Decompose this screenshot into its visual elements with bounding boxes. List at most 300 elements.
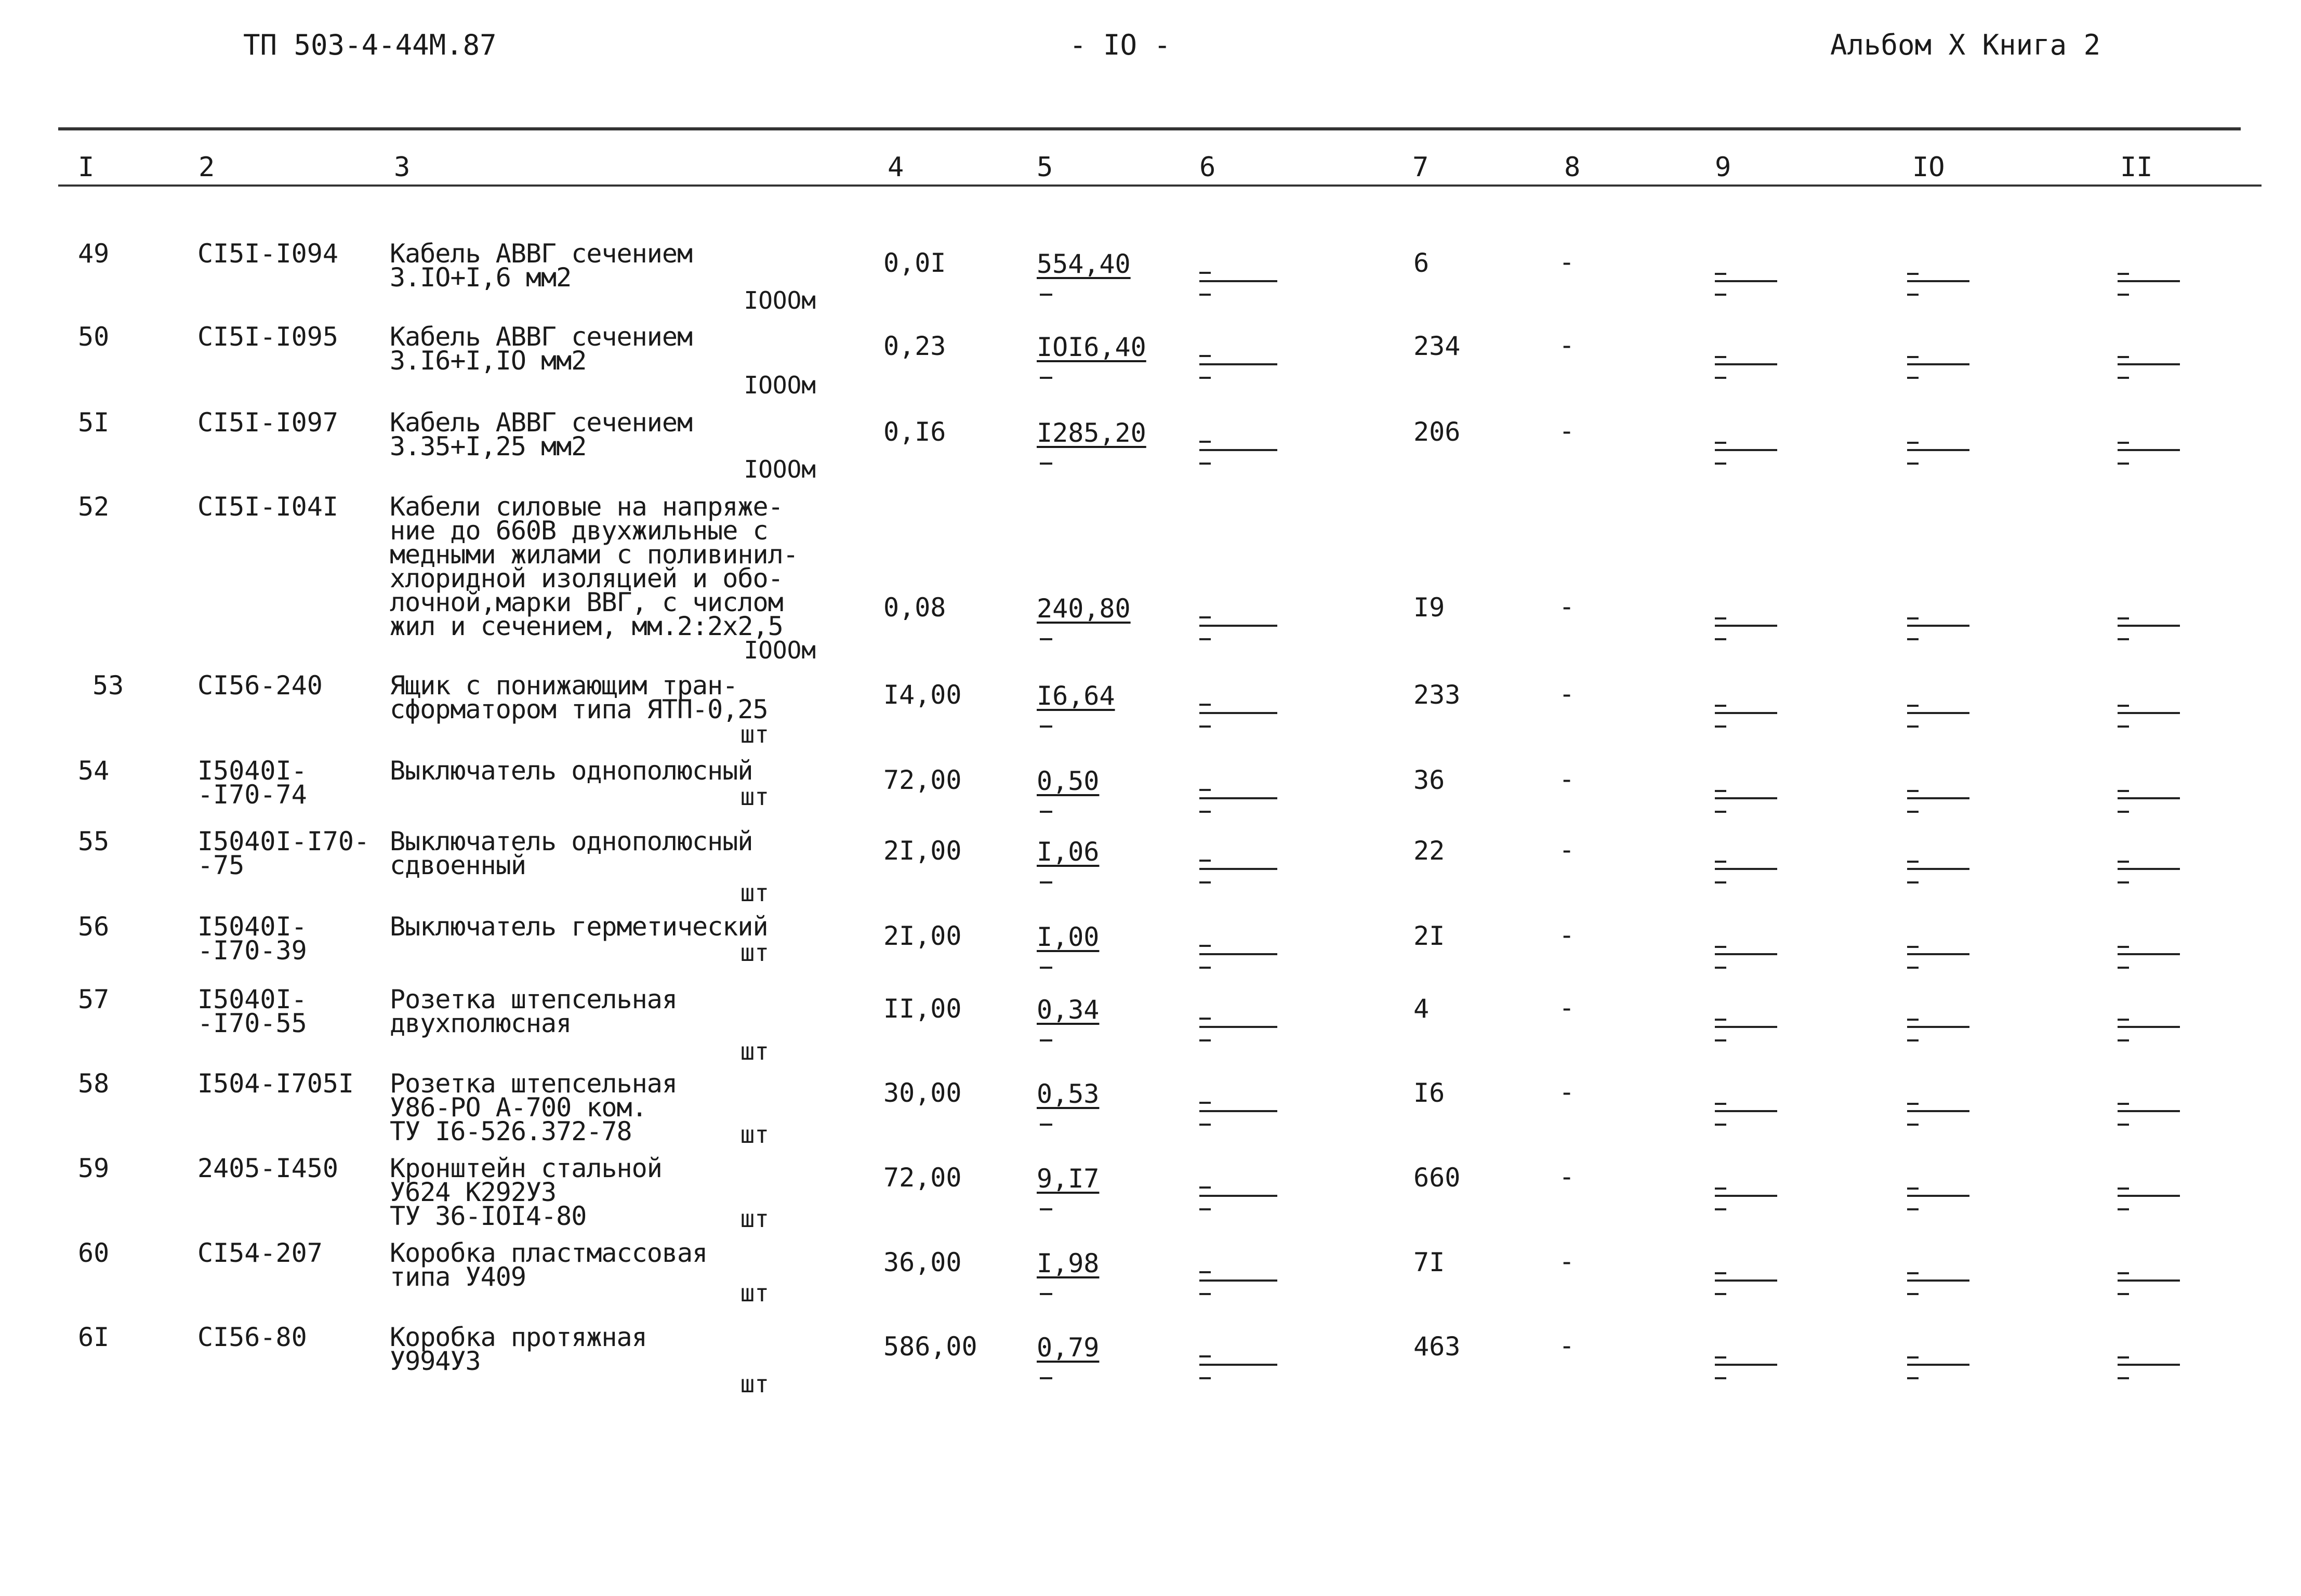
row-quantity: 2I,00 [883,836,962,866]
row-unit: шт [740,1120,769,1149]
col11-top-dash [2118,1019,2129,1021]
col9-top-dash [1715,861,1726,863]
row-description: лочной,марки ВВГ, с числом [390,587,783,617]
col9-line [1715,1195,1777,1197]
price-sub-dash [1040,1124,1052,1126]
column-number-9: 9 [1715,152,1731,183]
row-description: Выключатель однополюсный [390,756,753,786]
col10-sub-dash [1907,726,1919,728]
row-description: 3.I6+I,IO мм2 [390,346,587,376]
row-code: CI5I-I094 [197,239,338,269]
col10-top-dash [1907,1019,1919,1021]
row-total: 7I [1413,1247,1445,1277]
col11-top-dash [2118,1272,2129,1274]
col10-line [1907,1280,1969,1282]
row-code: -I70-39 [197,935,307,966]
col10-line [1907,363,1969,365]
row-number: 57 [78,984,110,1014]
col6-top-dash [1199,945,1211,947]
col9-top-dash [1715,1188,1726,1190]
col10-top-dash [1907,617,1919,619]
row-unit: шт [740,1279,769,1307]
row-code: CI5I-I097 [197,407,338,438]
col11-top-dash [2118,617,2129,619]
row-number: 49 [78,239,110,269]
col9-sub-dash [1715,967,1726,969]
col11-line [2118,1195,2180,1197]
row-code: I5040I-I70- [197,826,370,856]
col6-sub-dash [1199,377,1211,379]
page-number: - IO - [1069,29,1171,61]
row-total: 660 [1413,1163,1461,1193]
col11-line [2118,449,2180,451]
row-total: 463 [1413,1331,1461,1362]
column-number-1: I [78,152,95,183]
col11-sub-dash [2118,463,2129,465]
price-sub-dash [1040,726,1052,728]
col11-top-dash [2118,1356,2129,1358]
col10-line [1907,712,1969,714]
column-number-7: 7 [1412,152,1429,183]
row-unit-price: I,00 [1037,922,1100,952]
row-code: -75 [197,850,245,880]
col6-sub-dash [1199,1039,1211,1041]
row-description: ние до 660В двухжильные с [390,516,768,546]
row-col8: - [1559,764,1575,794]
col10-sub-dash [1907,294,1919,296]
col6-top-dash [1199,441,1211,443]
col11-line [2118,953,2180,955]
col11-line [2118,1026,2180,1028]
row-col8: - [1559,1246,1575,1276]
col10-top-dash [1907,1103,1919,1105]
col11-sub-dash [2118,1124,2129,1126]
col10-top-dash [1907,442,1919,444]
col11-sub-dash [2118,811,2129,813]
col6-sub-dash [1199,811,1211,813]
row-unit-price: I,06 [1037,837,1100,867]
col10-sub-dash [1907,881,1919,883]
col10-top-dash [1907,273,1919,275]
col9-top-dash [1715,617,1726,619]
row-code: CI56-240 [197,670,323,701]
col9-line [1715,1364,1777,1366]
col10-line [1907,1110,1969,1112]
col9-top-dash [1715,273,1726,275]
col9-line [1715,1110,1777,1112]
row-unit: шт [740,1205,769,1233]
col10-sub-dash [1907,463,1919,465]
col9-top-dash [1715,1272,1726,1274]
row-quantity: 0,08 [883,592,946,623]
row-quantity: 36,00 [883,1247,962,1277]
row-total: 234 [1413,331,1461,361]
col11-line [2118,797,2180,799]
row-description: Кабель АВВГ сечением [390,322,693,352]
row-total: 206 [1413,417,1461,447]
col9-line [1715,280,1777,282]
row-unit: шт [740,1370,769,1398]
row-description: медными жилами с поливинил- [390,539,798,570]
price-sub-dash [1040,1293,1052,1295]
price-sub-dash [1040,638,1052,640]
row-description: Коробка пластмассовая [390,1238,708,1268]
row-total: 2I [1413,921,1445,951]
col10-sub-dash [1907,967,1919,969]
row-total: 233 [1413,680,1461,710]
row-number: 52 [78,492,110,522]
column-number-11: II [2120,152,2153,183]
col11-line [2118,868,2180,870]
row-quantity: 0,0I [883,248,946,278]
row-number: 58 [78,1069,110,1099]
col9-line [1715,953,1777,955]
row-total: 4 [1413,994,1430,1024]
row-quantity: 0,I6 [883,417,946,447]
row-code: I5040I- [197,912,307,942]
col6-line [1199,280,1277,282]
row-quantity: 586,00 [883,1331,977,1362]
col10-top-dash [1907,790,1919,792]
row-col8: - [1559,679,1575,709]
row-col8: - [1559,993,1575,1023]
column-number-4: 4 [888,152,904,183]
col11-top-dash [2118,705,2129,707]
col6-line [1199,868,1277,870]
col6-sub-dash [1199,881,1211,883]
row-code: CI54-207 [197,1238,323,1268]
col11-line [2118,1110,2180,1112]
col9-sub-dash [1715,726,1726,728]
row-unit: шт [740,939,769,967]
price-sub-dash [1040,1377,1052,1379]
row-number: 55 [78,826,110,856]
row-description: жил и сечением, мм.2:2х2,5 [390,611,783,641]
row-description: Розетка штепсельная [390,1069,677,1099]
col11-line [2118,1364,2180,1366]
col9-line [1715,1280,1777,1282]
col10-top-dash [1907,356,1919,358]
row-col8: - [1559,835,1575,865]
column-number-8: 8 [1564,152,1581,183]
row-code: I504-I705I [197,1069,354,1099]
col9-top-dash [1715,442,1726,444]
col9-sub-dash [1715,1377,1726,1379]
row-col8: - [1559,1077,1575,1107]
col11-top-dash [2118,442,2129,444]
col11-top-dash [2118,790,2129,792]
col6-line [1199,363,1277,365]
row-unit: шт [740,720,769,748]
col6-line [1199,1280,1277,1282]
col10-sub-dash [1907,1208,1919,1210]
row-quantity: II,00 [883,994,962,1024]
col9-top-dash [1715,1103,1726,1105]
col10-line [1907,449,1969,451]
col11-sub-dash [2118,726,2129,728]
row-quantity: 72,00 [883,1163,962,1193]
row-description: Коробка протяжная [390,1322,647,1352]
row-quantity: 72,00 [883,765,962,795]
col11-top-dash [2118,1188,2129,1190]
col10-top-dash [1907,946,1919,948]
col6-sub-dash [1199,1293,1211,1295]
col11-sub-dash [2118,1377,2129,1379]
row-col8: - [1559,591,1575,622]
col9-sub-dash [1715,463,1726,465]
col9-top-dash [1715,705,1726,707]
row-description: Выключатель герметический [390,912,768,942]
col11-sub-dash [2118,377,2129,379]
row-quantity: I4,00 [883,680,962,710]
row-unit: шт [740,879,769,907]
row-col8: - [1559,920,1575,950]
price-sub-dash [1040,881,1052,883]
row-description: У994УЗ [390,1346,481,1376]
col9-line [1715,625,1777,627]
col9-line [1715,868,1777,870]
col6-sub-dash [1199,726,1211,728]
row-number: 50 [78,322,110,352]
col9-sub-dash [1715,1208,1726,1210]
col9-top-dash [1715,356,1726,358]
col11-top-dash [2118,946,2129,948]
price-sub-dash [1040,1208,1052,1210]
col9-sub-dash [1715,811,1726,813]
row-total: 36 [1413,765,1445,795]
row-description: сдвоенный [390,850,526,880]
row-quantity: 0,23 [883,331,946,361]
row-unit-price: I,98 [1037,1248,1100,1278]
row-unit: IOOOм [744,371,816,399]
col6-line [1199,712,1277,714]
col9-sub-dash [1715,377,1726,379]
row-number: 54 [78,756,110,786]
col6-line [1199,797,1277,799]
column-number-10: IO [1912,152,1945,183]
row-unit-price: I285,20 [1037,418,1146,448]
row-unit: IOOOм [744,455,816,483]
col9-top-dash [1715,946,1726,948]
col11-line [2118,363,2180,365]
col10-line [1907,625,1969,627]
col11-sub-dash [2118,881,2129,883]
col11-top-dash [2118,356,2129,358]
col10-sub-dash [1907,1293,1919,1295]
col10-top-dash [1907,1188,1919,1190]
col10-sub-dash [1907,1124,1919,1126]
col10-top-dash [1907,1356,1919,1358]
row-description: 3.IO+I,6 мм2 [390,262,572,293]
row-description: Кабель АВВГ сечением [390,407,693,438]
row-quantity: 2I,00 [883,921,962,951]
row-col8: - [1559,1330,1575,1361]
col6-line [1199,1195,1277,1197]
row-unit-price: 0,79 [1037,1333,1100,1363]
col11-line [2118,1280,2180,1282]
col11-line [2118,625,2180,627]
row-unit-price: 240,80 [1037,593,1131,624]
row-description: хлоридной изоляцией и обо- [390,563,783,593]
row-description: Розетка штепсельная [390,984,677,1014]
col6-line [1199,449,1277,451]
col6-sub-dash [1199,1124,1211,1126]
col6-line [1199,1026,1277,1028]
col11-sub-dash [2118,967,2129,969]
row-unit: IOOOм [744,286,816,314]
row-unit-price: IOI6,40 [1037,332,1146,362]
row-code: -I70-55 [197,1008,307,1038]
col11-sub-dash [2118,1039,2129,1041]
col9-sub-dash [1715,638,1726,640]
col10-line [1907,868,1969,870]
row-number: 53 [92,670,124,701]
col6-top-dash [1199,789,1211,791]
col9-line [1715,1026,1777,1028]
row-col8: - [1559,1162,1575,1192]
col11-line [2118,280,2180,282]
col10-line [1907,1364,1969,1366]
column-number-6: 6 [1199,152,1216,183]
col10-sub-dash [1907,377,1919,379]
col11-sub-dash [2118,294,2129,296]
col9-top-dash [1715,790,1726,792]
col6-sub-dash [1199,967,1211,969]
row-description: сформатором типа ЯТП-0,25 [390,694,768,724]
row-description: двухполюсная [390,1008,572,1038]
col10-line [1907,953,1969,955]
col10-top-dash [1907,861,1919,863]
row-unit-price: 554,40 [1037,249,1131,279]
row-unit-price: 0,50 [1037,766,1100,796]
col6-top-dash [1199,616,1211,618]
row-description: 3.35+I,25 мм2 [390,431,587,461]
price-sub-dash [1040,463,1052,465]
price-sub-dash [1040,967,1052,969]
col9-top-dash [1715,1019,1726,1021]
col9-line [1715,363,1777,365]
col6-sub-dash [1199,1208,1211,1210]
row-total: 22 [1413,836,1445,866]
row-description: У624 К292УЗ [390,1177,557,1207]
row-col8: - [1559,247,1575,277]
row-code: CI5I-I04I [197,492,338,522]
row-total: I6 [1413,1078,1445,1108]
row-total: 6 [1413,248,1430,278]
row-unit: шт [740,1037,769,1065]
price-sub-dash [1040,294,1052,296]
row-description: ТУ I6-526.372-78 [390,1116,632,1146]
row-unit-price: 9,I7 [1037,1164,1100,1194]
col9-line [1715,449,1777,451]
col6-sub-dash [1199,638,1211,640]
row-code: CI5I-I095 [197,322,338,352]
col6-line [1199,1364,1277,1366]
col10-top-dash [1907,1272,1919,1274]
row-code: I5040I- [197,756,307,786]
col9-line [1715,712,1777,714]
col9-sub-dash [1715,294,1726,296]
col6-top-dash [1199,1271,1211,1273]
col10-top-dash [1907,705,1919,707]
col11-top-dash [2118,273,2129,275]
row-number: 60 [78,1238,110,1268]
col6-top-dash [1199,272,1211,274]
col9-sub-dash [1715,1293,1726,1295]
col6-top-dash [1199,1018,1211,1020]
col6-top-dash [1199,1186,1211,1189]
row-description: Ящик с понижающим тран- [390,670,738,701]
row-description: Выключатель однополюсный [390,826,753,856]
column-number-3: 3 [394,152,411,183]
row-number: 59 [78,1153,110,1183]
col6-sub-dash [1199,294,1211,296]
price-sub-dash [1040,377,1052,379]
col10-sub-dash [1907,1039,1919,1041]
col9-line [1715,797,1777,799]
col9-sub-dash [1715,881,1726,883]
column-number-2: 2 [199,152,215,183]
col6-line [1199,953,1277,955]
col11-top-dash [2118,1103,2129,1105]
row-unit: IOOOм [744,636,816,664]
col6-top-dash [1199,860,1211,862]
row-number: 6I [78,1322,110,1352]
col11-sub-dash [2118,1208,2129,1210]
row-description: Кронштейн стальной [390,1153,662,1183]
col6-top-dash [1199,704,1211,706]
col6-top-dash [1199,1355,1211,1357]
col11-sub-dash [2118,638,2129,640]
col6-line [1199,1110,1277,1112]
col10-line [1907,1195,1969,1197]
col11-sub-dash [2118,1293,2129,1295]
row-description: типа У409 [390,1262,526,1292]
row-col8: - [1559,416,1575,446]
row-code: 2405-I450 [197,1153,338,1183]
row-unit-price: 0,34 [1037,995,1100,1025]
col10-line [1907,797,1969,799]
col6-top-dash [1199,1102,1211,1104]
row-number: 56 [78,912,110,942]
column-number-5: 5 [1037,152,1053,183]
col6-sub-dash [1199,463,1211,465]
col10-line [1907,280,1969,282]
col6-sub-dash [1199,1377,1211,1379]
col9-sub-dash [1715,1124,1726,1126]
col10-sub-dash [1907,1377,1919,1379]
album-book-label: Альбом X Книга 2 [1830,29,2101,61]
row-unit-price: I6,64 [1037,681,1115,711]
col6-top-dash [1199,355,1211,357]
price-sub-dash [1040,811,1052,813]
col10-sub-dash [1907,811,1919,813]
row-description: Кабель АВВГ сечением [390,239,693,269]
price-sub-dash [1040,1039,1052,1041]
row-total: I9 [1413,592,1445,623]
row-quantity: 30,00 [883,1078,962,1108]
row-col8: - [1559,330,1575,360]
row-description: ТУ 36-IOI4-80 [390,1201,587,1231]
col9-sub-dash [1715,1039,1726,1041]
col10-sub-dash [1907,638,1919,640]
col10-line [1907,1026,1969,1028]
col11-top-dash [2118,861,2129,863]
col6-line [1199,625,1277,627]
row-code: I5040I- [197,984,307,1014]
row-code: -I70-74 [197,780,307,810]
col11-line [2118,712,2180,714]
